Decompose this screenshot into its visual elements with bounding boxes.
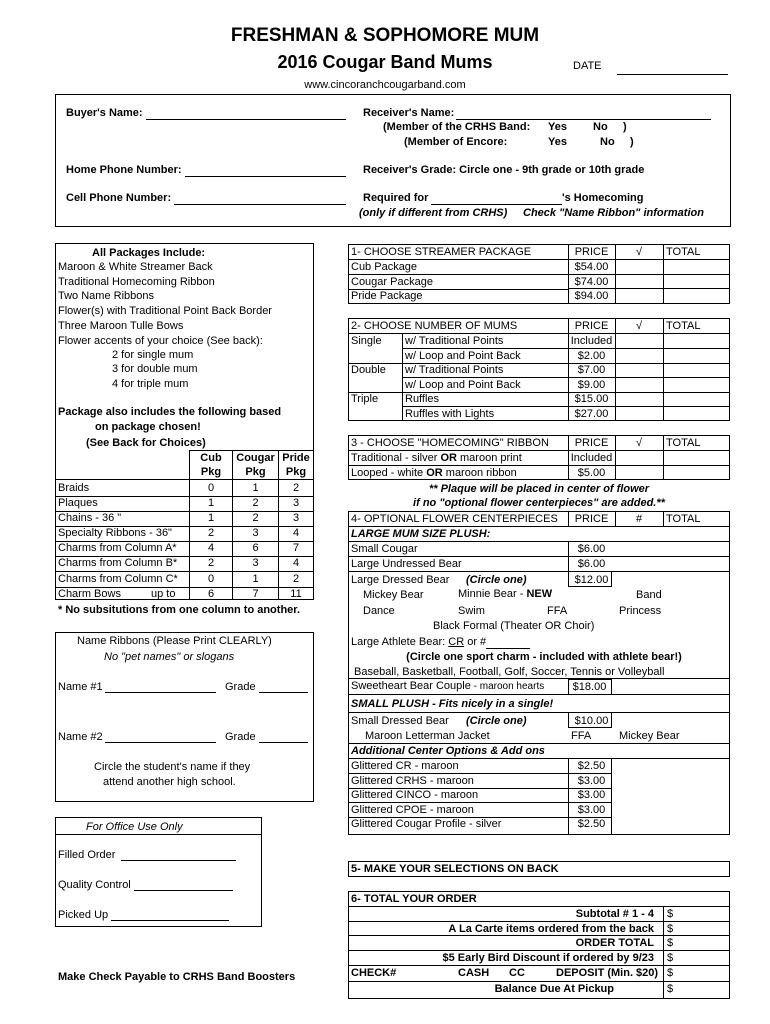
required-for-field[interactable] [431, 204, 562, 205]
pkg-row-pride: 2 [292, 573, 300, 585]
receiver-name-label: Receiver's Name: [363, 107, 455, 119]
s2-total-head: TOTAL [666, 320, 701, 332]
mum-option[interactable]: w/ Traditional Points [405, 364, 504, 377]
pkg-row-pride: 2 [292, 482, 300, 494]
website-url: www.cincoranchcougarband.com [304, 79, 466, 91]
addon-option[interactable]: Glittered CR - maroon [351, 760, 459, 772]
col-head-pride: Pkg [285, 466, 307, 478]
mum-option[interactable]: Ruffles with Lights [405, 408, 495, 420]
grid-line [348, 712, 730, 713]
package-checkbox[interactable] [617, 261, 661, 273]
pkg-table-header-line [56, 479, 313, 480]
small-plush-heading: SMALL PLUSH - Fits nicely in a single! [351, 698, 554, 710]
encore-no[interactable]: No [600, 136, 615, 148]
s2-price-head: PRICE [574, 320, 609, 332]
ribbon-price: Included [570, 452, 613, 464]
bear-option[interactable]: Band [636, 589, 662, 601]
grid-line [568, 541, 569, 587]
date-label: DATE [573, 60, 602, 72]
circle-note: Circle the student's name if they [94, 761, 251, 773]
package-option[interactable]: Pride Package [351, 290, 423, 302]
no-substitutions-note: * No subsitutions from one column to another. [58, 604, 301, 616]
form-title: FRESHMAN & SOPHOMORE MUM [230, 25, 540, 46]
mum-option[interactable]: w/ Loop and Point Back [405, 378, 521, 391]
addon-price: $3.00 [577, 789, 606, 802]
s1-check-head: √ [635, 246, 643, 258]
crhs-no[interactable]: No [593, 121, 608, 133]
mum-price: Included [570, 335, 613, 347]
large-plush-heading: LARGE MUM SIZE PLUSH: [351, 528, 491, 540]
plaque-note: if no "optional flower centerpieces" are added.** [413, 497, 665, 509]
grid-line [568, 288, 730, 289]
ribbon-option-looped[interactable] [351, 466, 517, 480]
centerpiece-price: $6.00 [577, 543, 606, 555]
name2-label: Name #2 [58, 731, 103, 743]
pkg-row-label: Charm Bows [58, 588, 121, 600]
grid-line [663, 259, 664, 304]
col-head-pride: Pride [282, 452, 310, 464]
office-use-title: For Office Use Only [86, 821, 183, 833]
mum-price: $15.00 [574, 393, 609, 406]
package-include-item: Flower accents of your choice (See back): [58, 335, 263, 347]
sweetheart-sub: - maroon hearts [470, 681, 545, 692]
plaque-note: ** Plaque will be placed in center of flower [428, 483, 650, 495]
s3-total-head: TOTAL [666, 437, 701, 449]
addon-price: $2.50 [577, 760, 606, 772]
bear-option[interactable] [458, 587, 552, 601]
package-checkbox[interactable] [617, 290, 661, 302]
athlete-bear-option[interactable] [351, 635, 530, 649]
col-head-cougar: Pkg [245, 466, 266, 478]
check-number-label[interactable]: CHECK# [351, 967, 397, 979]
buyer-name-label: Buyer's Name: [66, 107, 143, 119]
office-title-line [56, 834, 261, 835]
total-row-label: $5 Early Bird Discount if ordered by 9/23 [442, 951, 654, 964]
sports-list: Baseball, Basketball, Football, Golf, Soccer, Tennis or Volleyball [354, 666, 665, 678]
s2-check-head: √ [635, 320, 643, 332]
quality-control-label: Quality Control [58, 879, 131, 891]
centerpiece-price: $10.00 [574, 715, 609, 727]
col-head-cougar: Cougar [236, 452, 275, 464]
required-for-label: Required for [363, 192, 429, 204]
s4-price-head: PRICE [574, 513, 609, 525]
bear-option-text: Minnie Bear - [458, 588, 527, 600]
pkg-row-cougar: 2 [252, 497, 259, 509]
addon-option[interactable]: Glittered CPOE - maroon [351, 803, 474, 816]
grid-line [663, 435, 664, 480]
package-price: $74.00 [574, 275, 609, 288]
athlete-cr[interactable]: CR [448, 636, 465, 648]
grid-line [568, 727, 611, 728]
receiver-grade-label: Receiver's Grade: Circle one - 9th grade or 10th grade [363, 164, 645, 176]
athlete-note: (Circle one sport charm - included with athlete bear!) [406, 651, 682, 663]
mum-option[interactable]: Ruffles [405, 393, 440, 406]
athlete-label: Large Athlete Bear: [351, 636, 446, 648]
crhs-yes[interactable]: Yes [548, 121, 567, 133]
pkg-row-label: up to [151, 588, 176, 600]
quality-control-field[interactable] [134, 890, 233, 891]
name1-field[interactable] [105, 692, 216, 693]
ribbon-text: Traditional - silver [351, 452, 441, 464]
payable-note: Make Check Payable to CRHS Band Boosters [58, 971, 296, 983]
pkg-row-pride: 3 [292, 497, 300, 509]
bear-option[interactable]: Black Formal (Theater OR Choir) [433, 620, 595, 632]
section4-title: 4- OPTIONAL FLOWER CENTERPIECES [351, 513, 558, 525]
athlete-or: or # [464, 636, 487, 648]
grid-line [348, 694, 730, 695]
total-dollar[interactable]: $ [667, 983, 674, 995]
homecoming-label: 's Homecoming [562, 192, 644, 204]
name-ribbons-subtitle: No "pet names" or slogans [104, 651, 235, 663]
encore-close-paren: ) [630, 136, 634, 148]
pkg-row-cub: 1 [207, 512, 215, 524]
section6-title: 6- TOTAL YOUR ORDER [351, 893, 477, 905]
grade1-label: Grade [225, 681, 256, 693]
circle-one-note: (Circle one) [466, 574, 527, 586]
pkg-row-cougar: 1 [252, 482, 259, 494]
form-subtitle: 2016 Cougar Band Mums [277, 52, 493, 72]
grid-line [663, 906, 664, 999]
pkg-row-cub: 2 [207, 527, 215, 539]
s4-total-head: TOTAL [666, 513, 701, 525]
section5-title: 5- MAKE YOUR SELECTIONS ON BACK [351, 863, 559, 875]
bear-option[interactable]: Swim [458, 605, 485, 617]
accent-count: 3 for double mum [112, 363, 198, 375]
encore-label: (Member of Encore: [404, 136, 508, 148]
pkg-row-label: Charms from Column C* [58, 573, 178, 585]
cell-phone-label: Cell Phone Number: [66, 192, 172, 204]
pkg-row-cub: 1 [207, 497, 215, 509]
encore-yes[interactable]: Yes [548, 136, 567, 148]
section3-title: 3 - CHOOSE "HOMECOMING" RIBBON [351, 437, 549, 449]
addon-price: $3.00 [577, 803, 606, 816]
pkg-row-cub: 0 [207, 482, 215, 494]
grid-line [615, 259, 616, 304]
deposit-label: DEPOSIT (Min. $20) [556, 967, 659, 979]
ribbon-text: Looped - white [351, 467, 427, 479]
section2-title: 2- CHOOSE NUMBER OF MUMS [351, 320, 518, 332]
total-dollar[interactable]: $ [667, 908, 674, 920]
mum-option[interactable]: w/ Traditional Points [405, 335, 504, 347]
circle-one-note: (Circle one) [466, 715, 527, 727]
s1-header-line [663, 244, 664, 259]
s3-check-head: √ [635, 437, 643, 449]
buyer-name-field[interactable] [146, 119, 346, 120]
bear-option[interactable]: Dance [363, 605, 395, 617]
ribbon-text: maroon print [456, 452, 522, 464]
section1-title: 1- CHOOSE STREAMER PACKAGE [351, 246, 532, 258]
cash-option[interactable]: CASH [458, 967, 490, 979]
package-include-item: Three Maroon Tulle Bows [58, 320, 184, 332]
total-dollar[interactable]: $ [667, 951, 674, 964]
total-dollar[interactable]: $ [667, 922, 674, 935]
grid-line [611, 712, 612, 728]
centerpiece-price: $6.00 [577, 558, 606, 570]
name1-label: Name #1 [58, 681, 103, 693]
ribbon-option-traditional[interactable] [351, 451, 522, 465]
pkg-row-label: Specialty Ribbons - 36" [58, 527, 172, 539]
pkg-row-cub: 2 [207, 557, 215, 569]
circle-note: attend another high school. [103, 776, 236, 788]
date-line[interactable] [617, 74, 728, 75]
mum-price: $9.00 [577, 378, 606, 391]
package-price: $54.00 [574, 261, 609, 273]
grid-line [568, 712, 569, 728]
mum-count-label: Single [351, 335, 382, 347]
pkg-row-label: Charms from Column A* [58, 542, 177, 554]
pkg-row-cub: 0 [207, 573, 215, 585]
centerpiece-option[interactable]: Small Cougar [351, 543, 418, 555]
grid-line [611, 758, 612, 835]
package-include-item: Maroon & White Streamer Back [58, 261, 213, 273]
grid-line [611, 571, 612, 587]
s4-hash-head: # [635, 513, 643, 525]
filled-order-field[interactable] [121, 860, 236, 861]
pkg-row-cougar: 1 [252, 573, 259, 585]
name-ribbons-title: Name Ribbons (Please Print CLEARLY) [77, 635, 272, 647]
grid-line [568, 274, 730, 275]
pkg-row-cougar: 3 [252, 527, 259, 539]
grade2-field[interactable] [259, 742, 308, 743]
pkg-row-cougar: 7 [252, 588, 259, 600]
pkg-row-cub: 6 [207, 588, 215, 600]
mum-option[interactable]: w/ Loop and Point Back [405, 349, 521, 362]
centerpiece-option[interactable]: Large Undressed Bear [351, 558, 462, 570]
pkg-row-cougar: 6 [252, 542, 259, 554]
crhs-band-label: (Member of the CRHS Band: [383, 121, 531, 133]
home-phone-label: Home Phone Number: [66, 164, 182, 176]
mum-price: $2.00 [577, 349, 606, 362]
col-head-cub: Pkg [200, 466, 222, 478]
grid-line [611, 679, 612, 694]
addon-option[interactable]: Glittered Cougar Profile - silver [351, 818, 502, 831]
total-dollar[interactable]: $ [667, 937, 674, 950]
bear-option[interactable]: Mickey Bear [363, 589, 424, 601]
addon-price: $2.50 [577, 818, 606, 831]
grid-line [348, 571, 730, 572]
picked-up-field[interactable] [111, 920, 229, 921]
package-option[interactable]: Cub Package [351, 261, 418, 273]
grid-line [568, 758, 569, 835]
pkg-row-cougar: 3 [252, 557, 259, 569]
small-bear-option[interactable]: Mickey Bear [619, 730, 680, 742]
crhs-close-paren: ) [623, 121, 627, 133]
picked-up-label: Picked Up [58, 909, 109, 921]
centerpiece-option[interactable] [351, 679, 544, 694]
package-also-note: Package also includes the following based [58, 406, 282, 418]
package-option[interactable]: Cougar Package [351, 275, 433, 288]
total-row-label: ORDER TOTAL [575, 937, 654, 950]
only-if-different: (only if different from CRHS) [359, 207, 508, 219]
mum-count-label: Triple [351, 393, 379, 406]
accent-count: 2 for single mum [112, 349, 194, 361]
pkg-row-pride: 4 [292, 557, 300, 569]
filled-order-label: Filled Order [58, 849, 116, 861]
grid-line [663, 511, 664, 526]
grade1-field[interactable] [259, 692, 308, 693]
pkg-row-pride: 4 [292, 527, 300, 539]
s1-price-head: PRICE [574, 246, 609, 258]
name2-field[interactable] [105, 742, 216, 743]
mum-price: $27.00 [574, 408, 609, 420]
accent-count: 4 for triple mum [112, 378, 189, 390]
packages-include-title: All Packages Include: [92, 247, 206, 259]
total-dollar[interactable]: $ [667, 967, 674, 979]
new-badge: NEW [526, 588, 553, 600]
package-also-note: (See Back for Choices) [86, 437, 206, 449]
centerpiece-option[interactable]: Large Dressed Bear [351, 574, 450, 586]
package-include-item: Two Name Ribbons [58, 290, 154, 302]
mum-price: $7.00 [577, 364, 606, 377]
cell-phone-field[interactable] [174, 204, 346, 205]
pkg-row-cub: 4 [207, 542, 215, 554]
package-include-item: Traditional Homecoming Ribbon [58, 276, 215, 288]
addon-price: $3.00 [577, 774, 606, 787]
s1-total-head: TOTAL [666, 246, 701, 258]
grade2-label: Grade [225, 731, 256, 743]
ribbon-text: maroon ribbon [442, 467, 517, 479]
centerpiece-price: $12.00 [574, 574, 609, 586]
addon-option[interactable]: Glittered CINCO - maroon [351, 789, 479, 802]
pkg-row-cougar: 2 [252, 512, 259, 524]
cc-option[interactable]: CC [509, 967, 525, 979]
package-checkbox[interactable] [617, 276, 661, 288]
pkg-row-label: Plaques [58, 497, 98, 509]
ribbon-text: OR [440, 452, 457, 464]
ribbon-text: OR [426, 467, 443, 479]
package-price: $94.00 [574, 290, 609, 302]
home-phone-field[interactable] [185, 176, 346, 177]
small-bear-option[interactable]: Maroon Letterman Jacket [365, 730, 490, 742]
ribbon-price: $5.00 [577, 467, 606, 479]
pkg-row-label: Braids [58, 482, 90, 494]
balance-due-label: Balance Due At Pickup [494, 983, 614, 995]
pkg-row-label: Chains - 36 " [58, 512, 122, 524]
centerpiece-option[interactable]: Small Dressed Bear [351, 715, 449, 727]
mum-count-label: Double [351, 364, 386, 377]
pkg-row-pride: 3 [292, 512, 300, 524]
pkg-row-label: Charms from Column B* [58, 557, 178, 569]
pkg-row-pride: 11 [290, 588, 302, 600]
addon-option[interactable]: Glittered CRHS - maroon [351, 774, 474, 787]
total-row-label: Subtotal # 1 - 4 [575, 908, 654, 920]
small-bear-option[interactable]: FFA [571, 730, 592, 742]
sweetheart-label: Sweetheart Bear Couple [351, 680, 471, 692]
pkg-row-pride: 7 [292, 542, 300, 554]
package-include-item: Flower(s) with Traditional Point Back Border [58, 305, 272, 317]
total-row-label: A La Carte items ordered from the back [448, 922, 654, 935]
grid-line [568, 586, 611, 587]
col-head-cub: Cub [200, 452, 222, 464]
package-also-note: on package chosen! [95, 421, 201, 433]
bear-option[interactable]: Princess [619, 605, 662, 617]
s3-price-head: PRICE [574, 437, 609, 449]
bear-option[interactable]: FFA [547, 605, 568, 617]
athlete-number-field[interactable] [486, 637, 530, 649]
addons-heading: Additional Center Options & Add ons [351, 745, 545, 757]
centerpiece-price: $18.00 [572, 681, 607, 693]
check-name-ribbon: Check "Name Ribbon" information [523, 207, 704, 219]
